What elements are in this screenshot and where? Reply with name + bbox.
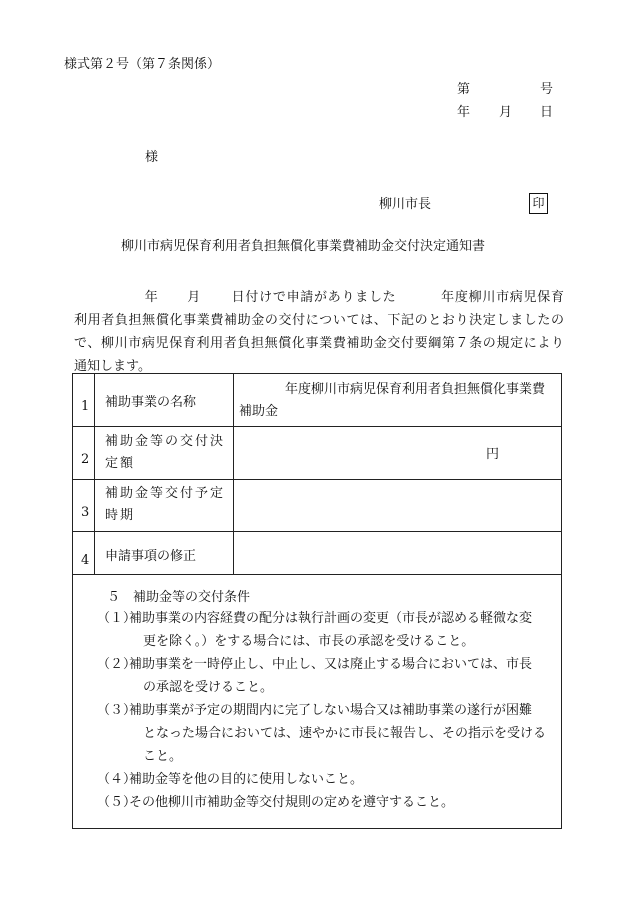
condition-number: （４） <box>97 772 137 787</box>
body-date-phrase: 日付けで申請がありました <box>230 290 397 305</box>
issuer-name: 柳川市長 <box>379 197 432 212</box>
date-year-label: 年 <box>457 105 471 120</box>
row-label-project-name: 補助事業の名称 <box>105 395 197 410</box>
condition-line: こと。 <box>143 749 183 764</box>
row-label-grant-amount <box>105 431 295 475</box>
condition-line: となった場合においては、速やかに市長に報告し、その指示を受ける <box>143 726 547 741</box>
condition-number: （２） <box>97 657 137 672</box>
document-number-suffix: 号 <box>540 82 554 97</box>
table-rule <box>94 374 95 574</box>
body-year-label: 年 <box>144 290 159 305</box>
row-number-2: 2 <box>81 452 90 467</box>
row-number-4: 4 <box>81 553 90 568</box>
date-day-label: 日 <box>540 105 554 120</box>
grant-amount-label-line-1: 補助金等の交付決 <box>105 434 226 449</box>
details-table <box>72 373 562 829</box>
addressee-suffix: 様 <box>145 150 159 165</box>
body-month-label: 月 <box>186 290 201 305</box>
table-rule <box>73 426 561 427</box>
grant-amount-label-line-2: 定額 <box>105 456 136 471</box>
condition-line: 更を除く。）をする場合には、市長の承認を受けること。 <box>143 634 475 649</box>
project-name-line-2: 補助金 <box>239 404 279 419</box>
grant-schedule-label-line-1: 補助金等交付予定 <box>105 486 226 501</box>
condition-line: 補助事業の内容経費の配分は執行計画の変更（市長が認める軽微な変 <box>129 611 533 626</box>
row-label-amendment: 申請事項の修正 <box>105 549 197 564</box>
date-month-label: 月 <box>499 105 513 120</box>
grant-schedule-label-line-2: 時期 <box>105 508 136 523</box>
conditions-heading: ５ 補助金等の交付条件 <box>107 590 251 605</box>
row-number-3: 3 <box>81 505 90 520</box>
condition-number: （５） <box>97 795 137 810</box>
row-value-project-name <box>239 379 557 423</box>
condition-line: 補助事業を一時停止し、中止し、又は廃止する場合においては、市長 <box>129 657 533 672</box>
project-name-line-1: 年度柳川市病児保育利用者負担無償化事業費 <box>285 382 546 397</box>
condition-line: の承認を受けること。 <box>143 680 274 695</box>
condition-item-1 <box>97 607 557 653</box>
document-number-prefix: 第 <box>457 82 471 97</box>
table-rule <box>73 531 561 532</box>
table-rule <box>73 479 561 480</box>
condition-item-2 <box>97 653 557 699</box>
condition-line: 補助事業が予定の期間内に完了しない場合又は補助事業の遂行が困難 <box>129 703 533 718</box>
condition-item-4 <box>97 768 557 791</box>
condition-number: （３） <box>97 703 137 718</box>
grant-amount-unit: 円 <box>486 447 500 462</box>
notice-body <box>74 286 564 378</box>
condition-item-3 <box>97 699 557 768</box>
table-rule <box>73 574 561 575</box>
body-fiscal-year-phrase: 年度柳川市病児保育 <box>440 290 564 305</box>
body-line-4: 通知します。 <box>74 359 151 374</box>
condition-item-5 <box>97 791 557 814</box>
row-number-1: 1 <box>81 399 90 414</box>
body-line-1 <box>74 286 564 309</box>
body-line-3: で、柳川市病児保育利用者負担無償化事業費補助金交付要綱第７条の規定により <box>74 336 564 351</box>
row-label-grant-schedule <box>105 483 295 527</box>
document-title: 柳川市病児保育利用者負担無償化事業費補助金交付決定通知書 <box>121 239 486 254</box>
condition-line: その他柳川市補助金等交付規則の定めを遵守すること。 <box>129 795 455 810</box>
form-number: 様式第２号（第７条関係） <box>64 57 221 72</box>
condition-number: （１） <box>97 611 137 626</box>
condition-line: 補助金等を他の目的に使用しないこと。 <box>129 772 364 787</box>
body-line-2: 利用者負担無償化事業費補助金の交付については、下記のとおり決定しましたの <box>74 313 564 328</box>
seal-icon: 印 <box>529 193 548 214</box>
